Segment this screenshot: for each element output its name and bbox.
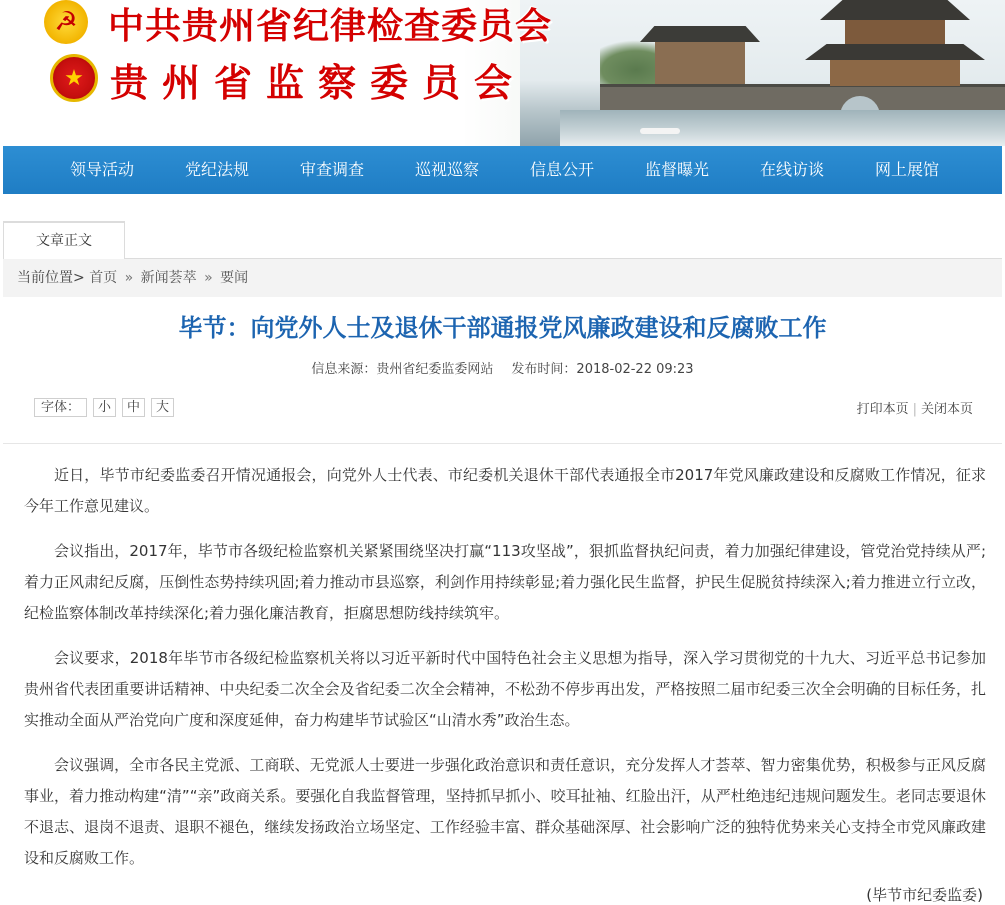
nav-item-exhibition[interactable]: 网上展馆 [874,160,939,179]
font-size-small-button[interactable]: 小 [93,398,116,417]
party-emblem-icon: ☭ [44,0,88,44]
tab-bar [3,215,1002,259]
nav-item-inspection[interactable]: 巡视巡察 [414,160,479,179]
breadcrumb-separator: » [204,270,213,286]
tab-article[interactable]: 文章正文 [3,221,125,260]
nav-item-leadership[interactable]: 领导活动 [69,160,134,179]
nav-item-investigation[interactable]: 审查调查 [299,160,364,179]
article-publish-time: 发布时间：2018-02-22 09:23 [511,362,694,377]
nav-item-exposure[interactable]: 监督曝光 [644,160,709,179]
font-size-label: 字体： [34,398,87,417]
nav-item-disclosure[interactable]: 信息公开 [529,160,594,179]
article-body [24,460,986,888]
article-source-note: (毕节市纪委监委) [866,886,983,904]
font-size-medium-button[interactable]: 中 [122,398,145,417]
article-title: 毕节：向党外人士及退休干部通报党风廉政建设和反腐败工作 [178,314,827,342]
font-size-large-button[interactable]: 大 [151,398,174,417]
org-title-party: 中共贵州省纪律检查委员会 [108,5,553,47]
divider [3,443,1002,444]
article-paragraph: 会议指出，2017年，毕节市各级纪检监察机关紧紧围绕坚决打赢“113攻坚战”，狠抓监督执纪问责，着力加强纪律建设，管党治党持续从严;着力正风肃纪反腐，压倒性态势持续巩固;着力推动市县巡察，利剑作用持续彰显;着力强化民生监督，护民生促脱贫持续深入;着力推进立行立改，纪检监察体制改革持续深化;着力强化廉洁教育，拒腐思想防线持续筑牢。 [24,542,986,622]
page-tools: 打印本页 | 关闭本页 [856,402,973,417]
breadcrumb-news[interactable]: 新闻荟萃 [140,270,197,286]
breadcrumb-separator: » [124,270,134,286]
breadcrumb-home[interactable]: 首页 [89,270,118,286]
close-page-link[interactable]: 关闭本页 [920,402,973,417]
article-paragraph: 会议要求，2018年毕节市各级纪检监察机关将以习近平新时代中国特色社会主义思想为指导，深入学习贯彻党的十九大、习近平总书记参加贵州省代表团重要讲话精神、中央纪委二次全会及省纪委二次全会精神，不松劲不停步再出发，严格按照二届市纪委三次全会明确的目标任务，扎实推动全面从严治党向广度和深度延伸，奋力构建毕节试验区“山清水秀”政治生态。 [24,649,986,729]
nav-item-regulations[interactable]: 党纪法规 [184,160,249,179]
org-title-state: 贵州省监察委员会 [110,60,527,105]
breadcrumb [3,259,1002,297]
breadcrumb-prefix: 当前位置> [17,270,85,286]
breadcrumb-headlines[interactable]: 要闻 [220,270,249,286]
article-source: 信息来源：贵州省纪委监委网站 [311,362,494,377]
main-nav [3,146,1002,194]
article-paragraph: 近日，毕节市纪委监委召开情况通报会，向党外人士代表、市纪委机关退休干部代表通报全市2017年党风廉政建设和反腐败工作情况，征求今年工作意见建议。 [24,466,986,515]
site-banner [0,0,1005,146]
national-emblem-icon: ★ [50,54,98,102]
article-meta [0,358,1005,377]
font-size-controls [34,398,180,417]
article-paragraph: 会议强调，全市各民主党派、工商联、无党派人士要进一步强化政治意识和责任意识，充分发挥人才荟萃、智力密集优势，积极参与正风反腐事业，着力推动构建“清”“亲”政商关系。要强化自我监督管理，坚持抓早抓小、咬耳扯袖、红脸出汗，从严杜绝违纪违规问题发生。老同志要退休不退志、退岗不退责、退职不褪色，继续发扬政治立场坚定、工作经验丰富、群众基础深厚、社会影响广泛的独特优势来关心支持全市党风廉政建设和反腐败工作。 [24,756,986,867]
print-page-link[interactable]: 打印本页 [856,402,909,417]
nav-item-interview[interactable]: 在线访谈 [759,160,824,179]
